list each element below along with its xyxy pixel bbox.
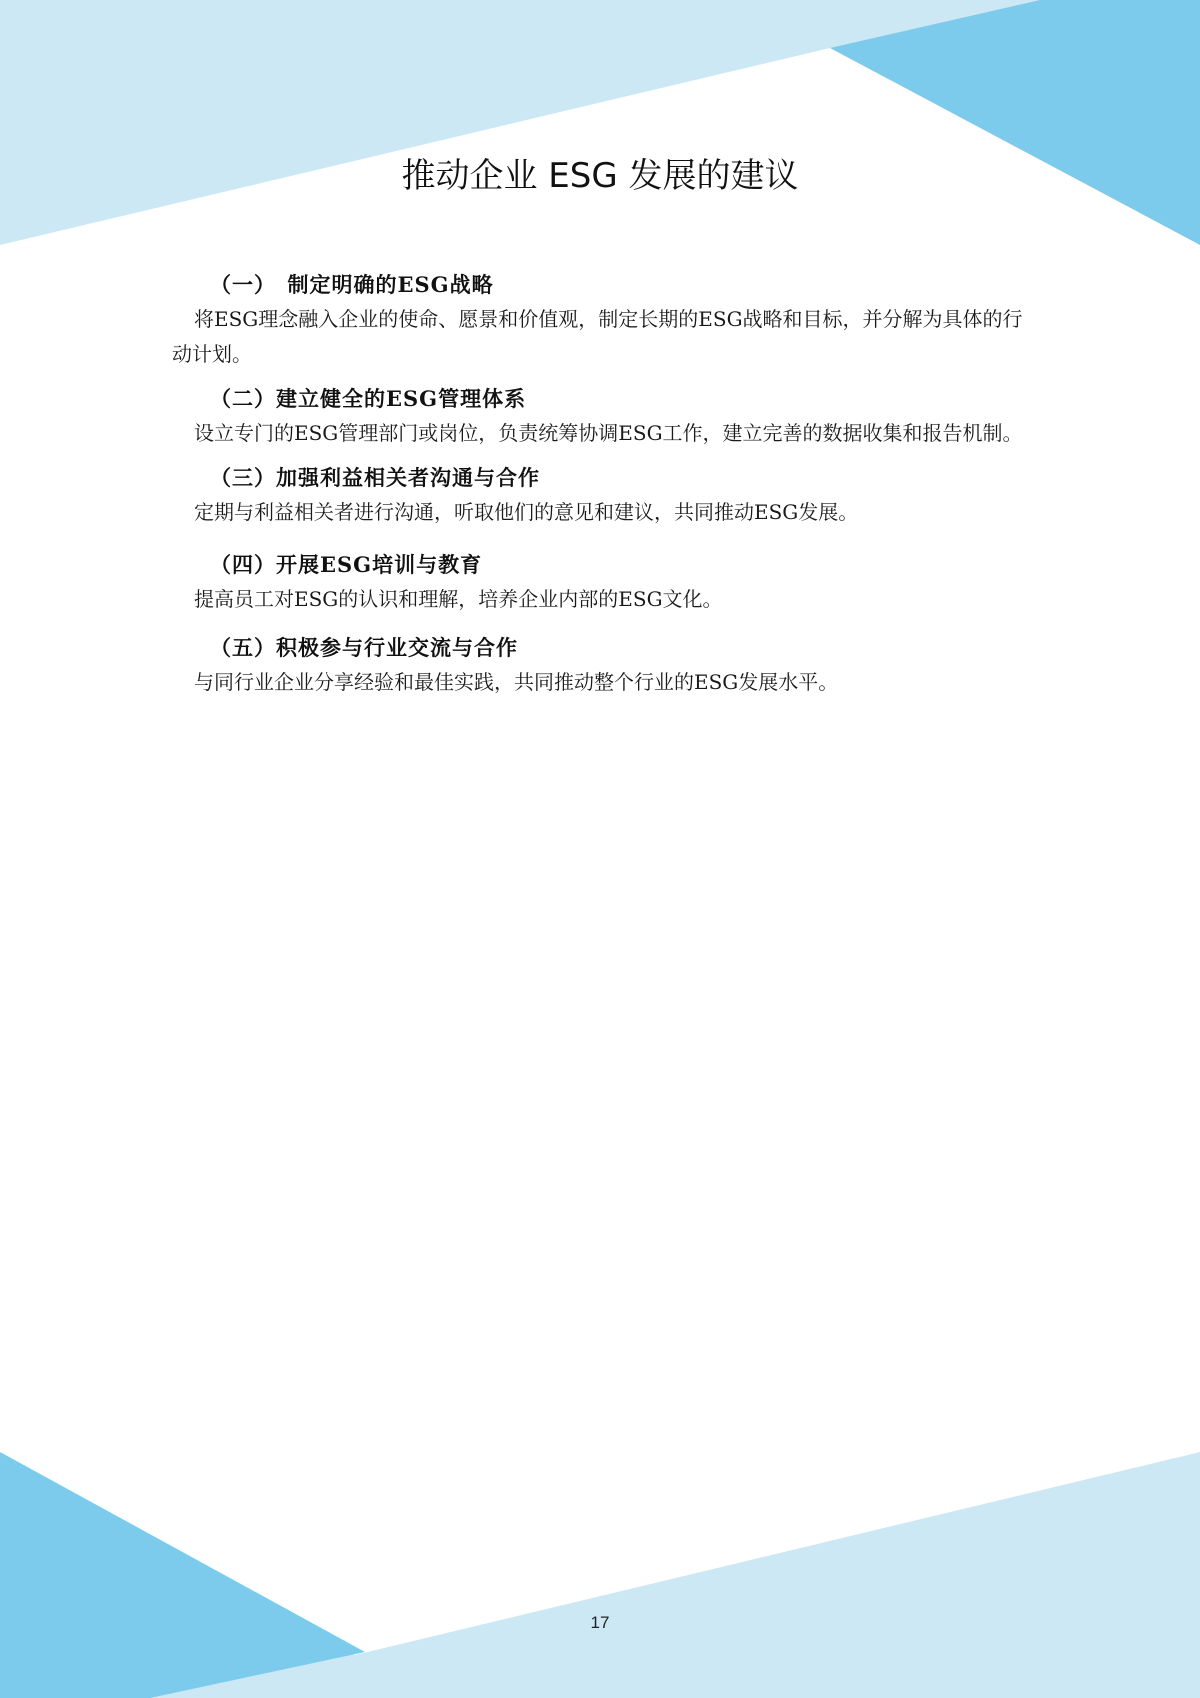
section-heading: （三）加强利益相关者沟通与合作 bbox=[210, 465, 540, 490]
section-body: 设立专门的ESG管理部门或岗位，负责统筹协调ESG工作，建立完善的数据收集和报告机制。 bbox=[194, 421, 1023, 445]
section-heading: （一） 制定明确的ESG战略 bbox=[210, 272, 494, 297]
section-4 bbox=[172, 548, 1032, 617]
section-body: 与同行业企业分享经验和最佳实践，共同推动整个行业的ESG发展水平。 bbox=[194, 670, 839, 694]
section-3 bbox=[172, 461, 1032, 530]
page-number: 17 bbox=[590, 1613, 610, 1632]
section-heading: （五）积极参与行业交流与合作 bbox=[210, 635, 518, 660]
section-heading: （四）开展ESG培训与教育 bbox=[210, 552, 483, 577]
section-5 bbox=[172, 631, 1032, 700]
section-heading: （二）建立健全的ESG管理体系 bbox=[210, 386, 527, 411]
recommendations-list bbox=[172, 268, 1032, 700]
page-title: 推动企业 ESG 发展的建议 bbox=[401, 156, 799, 196]
section-2 bbox=[172, 382, 1032, 451]
section-body: 将ESG理念融入企业的使命、愿景和价值观，制定长期的ESG战略和目标，并分解为具体的行动计划。 bbox=[172, 307, 1023, 366]
section-1 bbox=[172, 268, 1032, 372]
top-right-blue-triangle bbox=[830, 0, 1200, 245]
section-body: 提高员工对ESG的认识和理解，培养企业内部的ESG文化。 bbox=[194, 587, 723, 611]
bottom-left-blue-triangle bbox=[0, 1452, 365, 1698]
section-body: 定期与利益相关者进行沟通，听取他们的意见和建议，共同推动ESG发展。 bbox=[194, 500, 859, 524]
